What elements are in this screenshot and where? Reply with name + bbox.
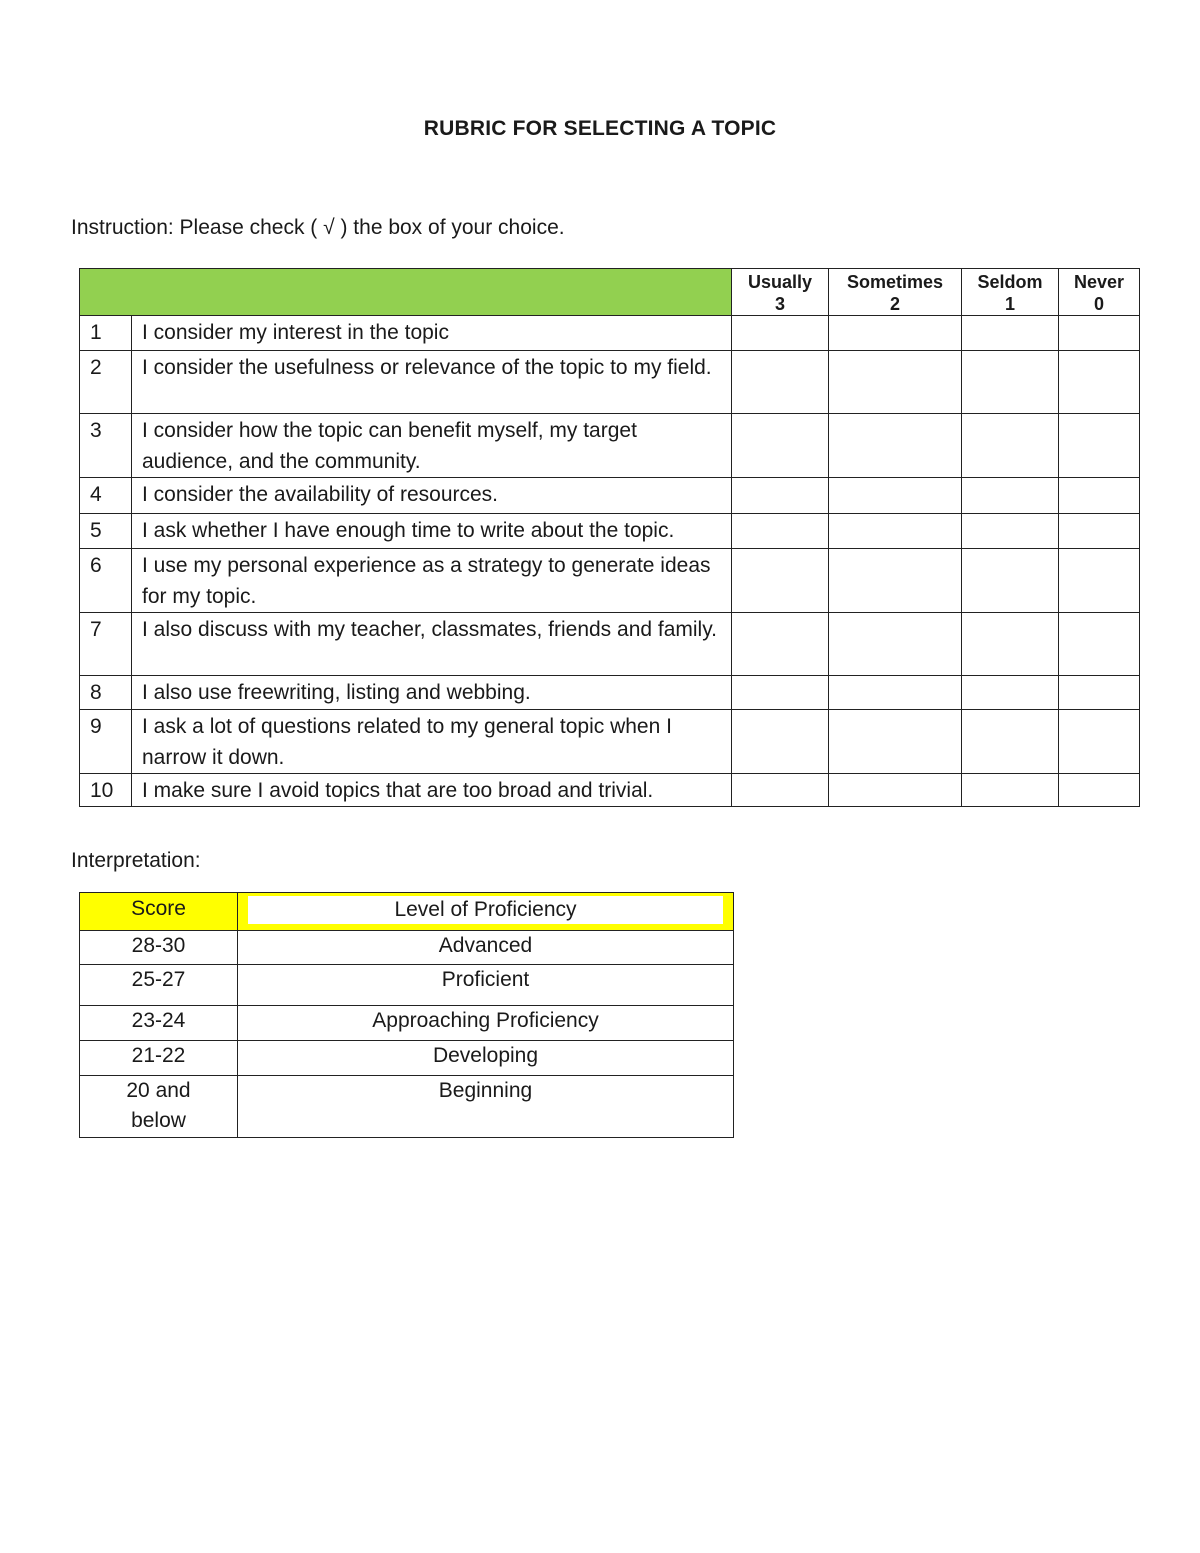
checkbox-seldom[interactable] (962, 514, 1059, 549)
table-row (80, 1076, 734, 1138)
table-row (80, 1041, 734, 1076)
checkbox-seldom[interactable] (962, 478, 1059, 514)
table-row (80, 965, 734, 1006)
table-row (80, 549, 1140, 613)
checkbox-sometimes[interactable] (829, 316, 962, 351)
checkbox-seldom[interactable] (962, 676, 1059, 710)
row-number: 7 (80, 613, 132, 676)
row-number: 9 (80, 710, 132, 774)
row-statement: I make sure I avoid topics that are too broad and trivial. (132, 774, 732, 807)
checkbox-never[interactable] (1059, 774, 1140, 807)
page-title: RUBRIC FOR SELECTING A TOPIC (423, 117, 777, 140)
column-header-never (1059, 269, 1140, 316)
checkbox-usually[interactable] (732, 710, 829, 774)
score-header: Score (80, 893, 238, 931)
checkbox-usually[interactable] (732, 613, 829, 676)
checkbox-never[interactable] (1059, 549, 1140, 613)
interpretation-table (79, 892, 734, 1138)
column-header-value: 0 (1093, 294, 1104, 314)
row-number: 6 (80, 549, 132, 613)
score-range: 23-24 (80, 1006, 238, 1041)
proficiency-level: Advanced (238, 931, 734, 965)
rubric-header-blank (80, 269, 732, 316)
column-header-label: Never (1073, 272, 1125, 292)
interpretation-label: Interpretation: (71, 849, 201, 872)
column-header-usually (732, 269, 829, 316)
column-header-label: Seldom (977, 272, 1043, 292)
table-row (80, 774, 1140, 807)
checkbox-seldom[interactable] (962, 774, 1059, 807)
table-row (80, 316, 1140, 351)
checkbox-seldom[interactable] (962, 414, 1059, 478)
checkbox-sometimes[interactable] (829, 676, 962, 710)
row-number: 4 (80, 478, 132, 514)
checkbox-seldom[interactable] (962, 710, 1059, 774)
table-row (80, 414, 1140, 478)
checkbox-sometimes[interactable] (829, 478, 962, 514)
table-row (80, 351, 1140, 414)
checkbox-never[interactable] (1059, 414, 1140, 478)
score-range: 20 and below (80, 1076, 238, 1138)
checkbox-usually[interactable] (732, 414, 829, 478)
checkbox-sometimes[interactable] (829, 514, 962, 549)
checkbox-never[interactable] (1059, 316, 1140, 351)
checkbox-sometimes[interactable] (829, 549, 962, 613)
row-statement: I also use freewriting, listing and webbing. (132, 676, 732, 710)
checkbox-never[interactable] (1059, 351, 1140, 414)
rubric-header-row (80, 269, 1140, 316)
checkbox-usually[interactable] (732, 676, 829, 710)
checkbox-seldom[interactable] (962, 316, 1059, 351)
column-header-value: 2 (889, 294, 900, 314)
checkbox-usually[interactable] (732, 549, 829, 613)
proficiency-level: Approaching Proficiency (238, 1006, 734, 1041)
checkbox-usually[interactable] (732, 351, 829, 414)
checkbox-usually[interactable] (732, 316, 829, 351)
table-row (80, 676, 1140, 710)
checkbox-never[interactable] (1059, 478, 1140, 514)
column-header-sometimes (829, 269, 962, 316)
checkbox-seldom[interactable] (962, 613, 1059, 676)
checkbox-seldom[interactable] (962, 351, 1059, 414)
level-header-label: Level of Proficiency (248, 896, 723, 924)
checkbox-sometimes[interactable] (829, 351, 962, 414)
checkbox-sometimes[interactable] (829, 613, 962, 676)
column-header-value: 3 (774, 294, 785, 314)
column-header-seldom (962, 269, 1059, 316)
table-row (80, 1006, 734, 1041)
checkbox-never[interactable] (1059, 514, 1140, 549)
row-statement: I consider the availability of resources. (132, 478, 732, 514)
row-statement: I ask whether I have enough time to write about the topic. (132, 514, 732, 549)
checkbox-sometimes[interactable] (829, 774, 962, 807)
checkbox-usually[interactable] (732, 478, 829, 514)
row-statement: I ask a lot of questions related to my general topic when I narrow it down. (132, 710, 732, 774)
rubric-table (79, 268, 1140, 807)
checkbox-never[interactable] (1059, 676, 1140, 710)
proficiency-level: Developing (238, 1041, 734, 1076)
table-row (80, 931, 734, 965)
table-row (80, 710, 1140, 774)
row-statement: I consider my interest in the topic (132, 316, 732, 351)
proficiency-level: Beginning (238, 1076, 734, 1138)
row-number: 2 (80, 351, 132, 414)
interpretation-header-row (80, 893, 734, 931)
checkbox-sometimes[interactable] (829, 414, 962, 478)
row-statement: I also discuss with my teacher, classmates, friends and family. (132, 613, 732, 676)
checkbox-never[interactable] (1059, 710, 1140, 774)
row-number: 10 (80, 774, 132, 807)
row-number: 5 (80, 514, 132, 549)
checkbox-usually[interactable] (732, 514, 829, 549)
row-number: 8 (80, 676, 132, 710)
column-header-label: Usually (747, 272, 813, 292)
row-statement: I consider how the topic can benefit myself, my target audience, and the community. (132, 414, 732, 478)
row-number: 1 (80, 316, 132, 351)
checkbox-never[interactable] (1059, 613, 1140, 676)
instruction-text: Instruction: Please check ( √ ) the box of your choice. (71, 216, 565, 239)
score-range: 21-22 (80, 1041, 238, 1076)
row-statement: I consider the usefulness or relevance of the topic to my field. (132, 351, 732, 414)
table-row (80, 478, 1140, 514)
checkbox-sometimes[interactable] (829, 710, 962, 774)
table-row (80, 613, 1140, 676)
score-range: 25-27 (80, 965, 238, 1006)
checkbox-usually[interactable] (732, 774, 829, 807)
column-header-label: Sometimes (846, 272, 944, 292)
checkbox-seldom[interactable] (962, 549, 1059, 613)
level-header (238, 893, 734, 931)
score-range: 28-30 (80, 931, 238, 965)
row-statement: I use my personal experience as a strategy to generate ideas for my topic. (132, 549, 732, 613)
column-header-value: 1 (1004, 294, 1015, 314)
row-number: 3 (80, 414, 132, 478)
proficiency-level: Proficient (238, 965, 734, 1006)
table-row (80, 514, 1140, 549)
